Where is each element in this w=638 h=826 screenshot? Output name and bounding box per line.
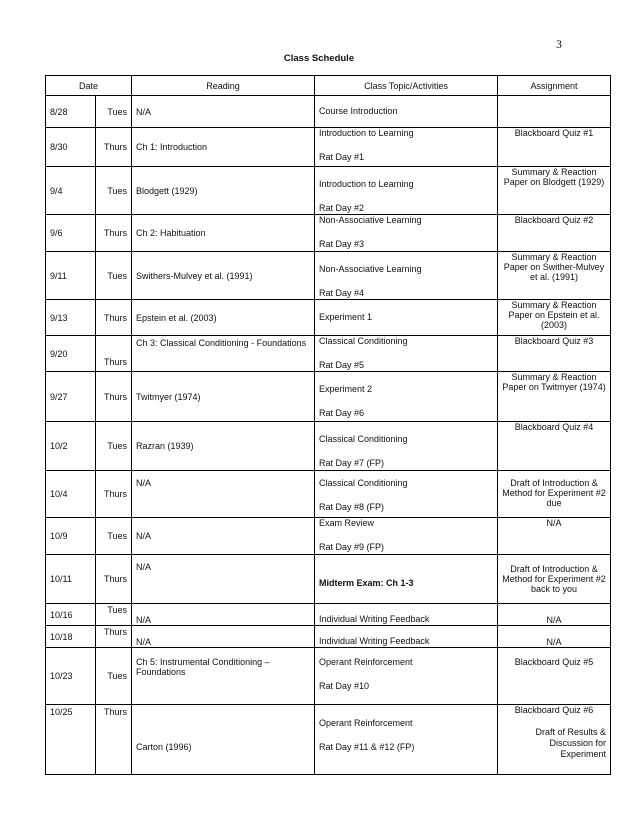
row-date: 8/28 (46, 96, 96, 128)
row-date: 10/11 (46, 555, 96, 604)
row-assignment: Summary & Reaction Paper on Epstein et al. (2003) (498, 300, 611, 336)
row-topic-line1: Introduction to Learning (319, 179, 414, 189)
row-topic-line1: Operant Reinforcement (319, 657, 413, 667)
row-topic-line1: Individual Writing Feedback (319, 614, 430, 624)
row-assignment (498, 96, 611, 128)
row-topic-line1: Classical Conditioning (319, 336, 408, 346)
row-topic-line2: Rat Day #11 & #12 (FP) (319, 742, 415, 752)
table-row (46, 555, 611, 604)
row-day: Thurs (96, 128, 132, 167)
row-date: 9/20 (46, 336, 96, 372)
row-topic (315, 96, 498, 128)
row-topic-line1: Exam Review (319, 518, 375, 528)
row-topic (315, 215, 498, 252)
row-topic-line1: Experiment 2 (319, 384, 373, 394)
row-reading: N/A (132, 471, 315, 518)
row-day: Tues (96, 96, 132, 128)
row-topic (315, 471, 498, 518)
row-assignment: N/A (498, 604, 611, 626)
row-topic (315, 252, 498, 300)
row-date: 10/4 (46, 471, 96, 518)
row-date: 10/2 (46, 422, 96, 471)
table-row (46, 626, 611, 648)
row-topic (315, 372, 498, 422)
table-row (46, 471, 611, 518)
row-topic-line1: Classical Conditioning (319, 478, 408, 488)
row-assignment: N/A (498, 626, 611, 648)
row-day: Tues (96, 518, 132, 555)
row-date: 10/23 (46, 648, 96, 705)
row-topic-line2: Rat Day #5 (319, 360, 365, 370)
row-topic-line1: Experiment 1 (319, 312, 373, 322)
table-row (46, 705, 611, 775)
row-reading: N/A (132, 604, 315, 626)
row-assignment: N/A (498, 518, 611, 555)
header-date: Date (46, 76, 132, 96)
row-day: Thurs (96, 336, 132, 372)
row-assignment-line2: Draft of Results & Discussion for Experiment (535, 727, 607, 759)
row-topic-line2: Rat Day #8 (FP) (319, 502, 385, 512)
row-date: 10/18 (46, 626, 96, 648)
row-day: Thurs (96, 300, 132, 336)
row-assignment: Summary & Reaction Paper on Twitmyer (1974) (498, 372, 611, 422)
row-topic-line2: Rat Day #6 (319, 408, 365, 418)
row-topic-line2: Rat Day #3 (319, 239, 365, 249)
row-assignment: Blackboard Quiz #2 (498, 215, 611, 252)
table-row (46, 422, 611, 471)
table-row (46, 336, 611, 372)
row-topic-line1: Classical Conditioning (319, 434, 408, 444)
row-topic (315, 518, 498, 555)
header-row (46, 76, 611, 96)
row-date: 9/13 (46, 300, 96, 336)
row-date: 9/27 (46, 372, 96, 422)
row-assignment: Blackboard Quiz #4 (498, 422, 611, 471)
row-topic-line1: Non-Associative Learning (319, 264, 422, 274)
row-day: Thurs (96, 215, 132, 252)
row-reading: Swithers-Mulvey et al. (1991) (132, 252, 315, 300)
row-topic-line1: Midterm Exam: Ch 1-3 (319, 577, 414, 588)
row-topic-line1: Operant Reinforcement (319, 718, 413, 728)
row-reading: N/A (132, 518, 315, 555)
schedule-table (45, 75, 611, 775)
row-assignment (498, 705, 611, 775)
row-day: Thurs (96, 705, 132, 775)
table-row (46, 372, 611, 422)
table-row (46, 648, 611, 705)
row-topic (315, 626, 498, 648)
row-topic-line1: Introduction to Learning (319, 128, 414, 138)
row-assignment: Blackboard Quiz #1 (498, 128, 611, 167)
row-topic (315, 604, 498, 626)
row-day: Thurs (96, 372, 132, 422)
table-row (46, 604, 611, 626)
row-topic (315, 705, 498, 775)
row-topic (315, 648, 498, 705)
row-reading: Ch 1: Introduction (132, 128, 315, 167)
row-date: 9/6 (46, 215, 96, 252)
row-reading: N/A (132, 96, 315, 128)
row-reading: N/A (132, 555, 315, 604)
document-title: Class Schedule (283, 53, 355, 64)
table-row (46, 167, 611, 215)
row-reading: Blodgett (1929) (132, 167, 315, 215)
row-date: 8/30 (46, 128, 96, 167)
row-topic-line2: Rat Day #1 (319, 152, 365, 162)
row-topic (315, 422, 498, 471)
row-topic-line2: Rat Day #7 (FP) (319, 458, 385, 468)
header-topic: Class Topic/Activities (315, 76, 498, 96)
row-day: Tues (96, 648, 132, 705)
row-topic-line2: Rat Day #10 (319, 681, 370, 691)
row-topic (315, 555, 498, 604)
row-date: 10/25 (46, 705, 96, 775)
row-topic-line1: Course Introduction (319, 106, 398, 116)
row-reading: Ch 3: Classical Conditioning - Foundations (132, 336, 315, 372)
row-date: 9/11 (46, 252, 96, 300)
row-assignment: Draft of Introduction & Method for Experiment #2 back to you (498, 555, 611, 604)
table-row (46, 518, 611, 555)
page-number: 3 (556, 37, 562, 51)
row-reading: Razran (1939) (132, 422, 315, 471)
row-reading: Carton (1996) (132, 705, 315, 775)
row-reading: Epstein et al. (2003) (132, 300, 315, 336)
table-row (46, 300, 611, 336)
row-topic-line2: Rat Day #9 (FP) (319, 542, 385, 552)
row-topic-line2: Rat Day #4 (319, 288, 365, 298)
table-row (46, 96, 611, 128)
row-topic-line1: Individual Writing Feedback (319, 636, 430, 646)
table-row (46, 252, 611, 300)
row-day: Thurs (96, 555, 132, 604)
row-date: 10/16 (46, 604, 96, 626)
row-date: 10/9 (46, 518, 96, 555)
row-reading: N/A (132, 626, 315, 648)
row-topic-line2: Rat Day #2 (319, 203, 365, 213)
table-row (46, 215, 611, 252)
row-reading: Ch 2: Habituation (132, 215, 315, 252)
row-topic (315, 300, 498, 336)
row-topic (315, 167, 498, 215)
row-assignment: Blackboard Quiz #5 (498, 648, 611, 705)
row-topic (315, 128, 498, 167)
header-reading: Reading (132, 76, 315, 96)
row-day: Tues (96, 422, 132, 471)
row-day: Tues (96, 252, 132, 300)
table-row (46, 128, 611, 167)
row-assignment: Blackboard Quiz #3 (498, 336, 611, 372)
row-assignment: Draft of Introduction & Method for Experiment #2 due (498, 471, 611, 518)
row-reading: Ch 5: Instrumental Conditioning – Foundations (132, 648, 315, 705)
row-day: Tues (96, 167, 132, 215)
row-assignment: Summary & Reaction Paper on Blodgett (1929) (498, 167, 611, 215)
row-day: Thurs (96, 471, 132, 518)
row-reading: Twitmyer (1974) (132, 372, 315, 422)
row-assignment-line1: Blackboard Quiz #6 (514, 705, 594, 715)
row-topic-line1: Non-Associative Learning (319, 215, 422, 225)
header-assignment: Assignment (498, 76, 611, 96)
row-day: Thurs (96, 626, 132, 648)
row-date: 9/4 (46, 167, 96, 215)
row-day: Tues (96, 604, 132, 626)
row-topic (315, 336, 498, 372)
row-assignment: Summary & Reaction Paper on Swither-Mulvey et al. (1991) (498, 252, 611, 300)
